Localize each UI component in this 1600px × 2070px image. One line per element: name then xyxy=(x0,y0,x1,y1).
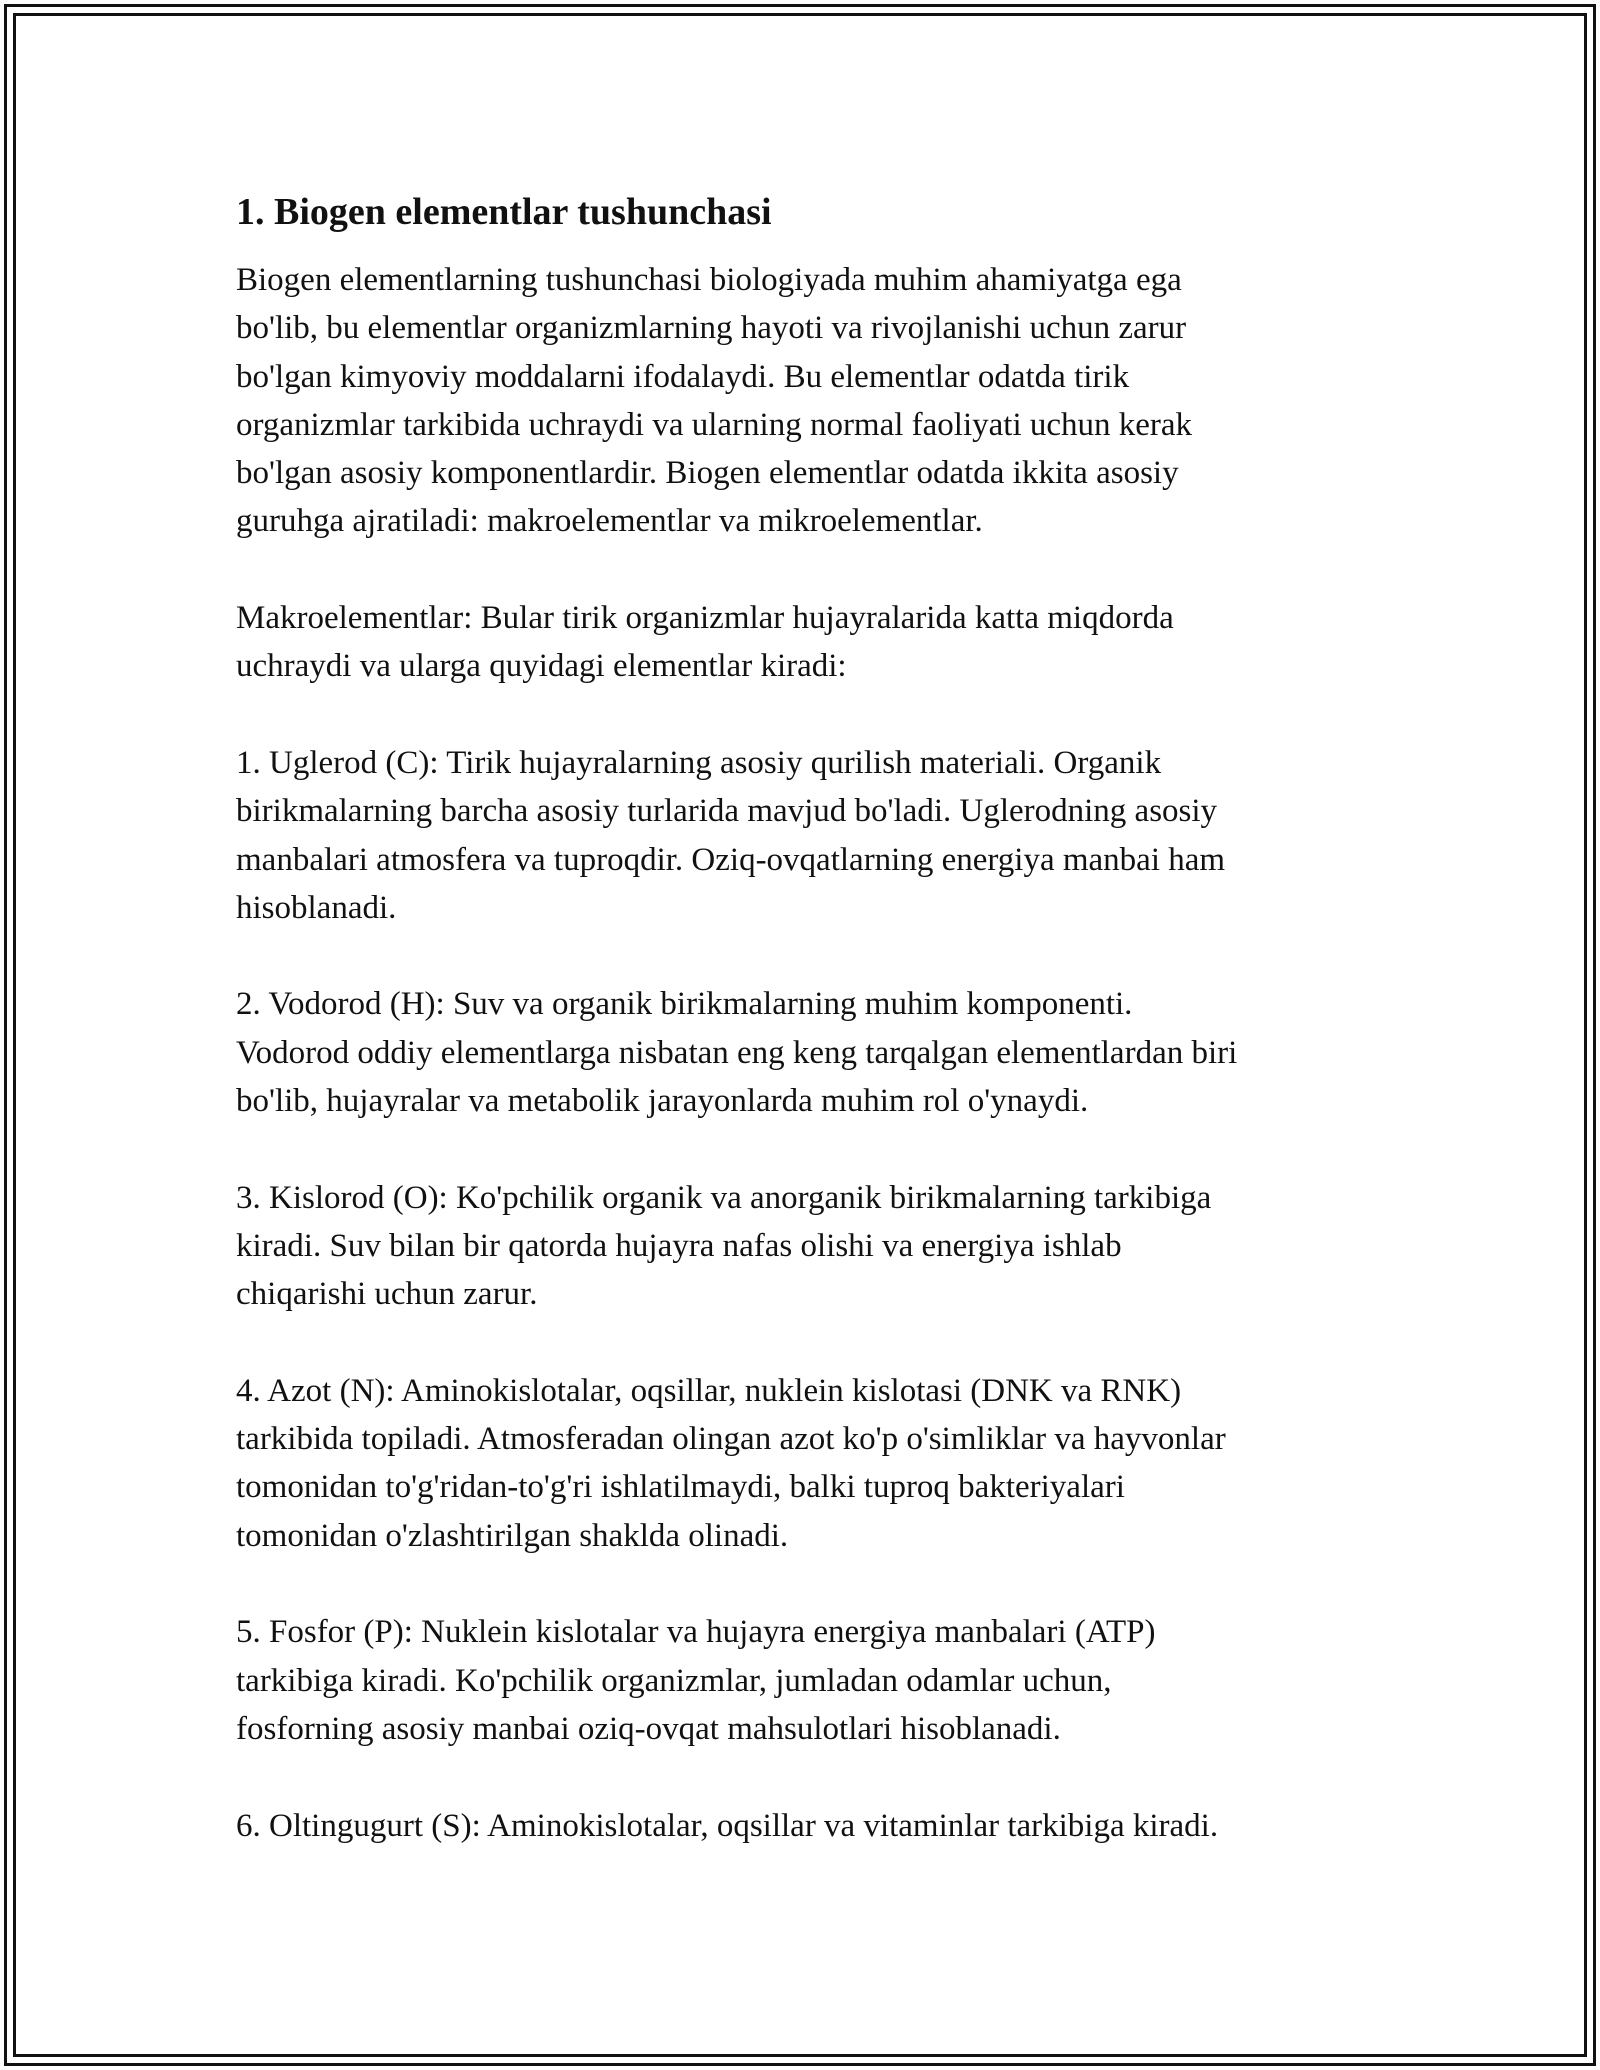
text-line: uchraydi va ularga quyidagi elementlar kiradi: xyxy=(236,648,847,685)
text-line: 5. Fosfor (P): Nuklein kislotalar va hujayra energiya manbalari (ATP) xyxy=(236,1614,1156,1651)
text-line: fosforning asosiy manbai oziq-ovqat mahsulotlari hisoblanadi. xyxy=(236,1710,1061,1747)
paragraph xyxy=(236,1174,1376,1319)
text-line: Biogen elementlarning tushunchasi biologiyada muhim ahamiyatga ega xyxy=(236,262,1182,298)
text-line: bo'lgan asosiy komponentlardir. Biogen elementlar odatda ikkita asosiy xyxy=(236,455,1179,492)
text-line: 4. Azot (N): Aminokislotalar, oqsillar, nuklein kislotasi (DNK va RNK) xyxy=(236,1372,1182,1409)
text-line: Vodorod oddiy elementlarga nisbatan eng keng tarqalgan elementlardan biri xyxy=(236,1034,1238,1071)
text-line: organizmlar tarkibida uchraydi va ularning normal faoliyati uchun kerak xyxy=(236,406,1193,443)
text-line: 6. Oltingugurt (S): Aminokislotalar, oqsillar va vitaminlar tarkibiga kiradi. xyxy=(236,1807,1219,1844)
document-body xyxy=(236,186,1376,1850)
paragraph xyxy=(236,739,1376,932)
paragraph xyxy=(236,594,1376,691)
text-line: hisoblanadi. xyxy=(236,889,397,926)
paragraph xyxy=(236,1367,1376,1560)
text-line: tarkibida topiladi. Atmosferadan olingan azot ko'p o'simliklar va hayvonlar xyxy=(236,1421,1226,1458)
text-line: 1. Uglerod (C): Tirik hujayralarning asosiy qurilish materiali. Organik xyxy=(236,744,1162,781)
text-line: birikmalarning barcha asosiy turlarida mavjud bo'ladi. Uglerodning asosiy xyxy=(236,793,1218,830)
text-line: kiradi. Suv bilan bir qatorda hujayra nafas olishi va energiya ishlab xyxy=(236,1227,1122,1264)
paragraph xyxy=(236,256,1376,546)
text-line: bo'lgan kimyoviy moddalarni ifodalaydi. Bu elementlar odatda tirik xyxy=(236,358,1130,395)
text-line: 2. Vodorod (H): Suv va organik birikmalarning muhim komponenti. xyxy=(236,986,1133,1023)
text-line: chiqarishi uchun zarur. xyxy=(236,1276,538,1313)
text-line: bo'lib, bu elementlar organizmlarning hayoti va rivojlanishi uchun zarur xyxy=(236,310,1187,347)
text-line: tomonidan to'g'ridan-to'g'ri ishlatilmaydi, balki tuproq bakteriyalari xyxy=(236,1469,1125,1506)
text-line: Makroelementlar: Bular tirik organizmlar hujayralarida katta miqdorda xyxy=(236,600,1174,637)
text-line: bo'lib, hujayralar va metabolik jarayonlarda muhim rol o'ynaydi. xyxy=(236,1083,1089,1120)
text-line: guruhga ajratiladi: makroelementlar va mikroelementlar. xyxy=(236,503,983,540)
paragraph xyxy=(236,1802,1376,1850)
text-line: 3. Kislorod (O): Ko'pchilik organik va anorganik birikmalarning tarkibiga xyxy=(236,1179,1212,1216)
paragraph xyxy=(236,1608,1376,1753)
text-line: manbalari atmosfera va tuproqdir. Oziq-ovqatlarning energiya manbai ham xyxy=(236,841,1226,878)
paragraph-list xyxy=(236,256,1376,1850)
text-line: tomonidan o'zlashtirilgan shaklda olinadi. xyxy=(236,1517,789,1554)
paragraph xyxy=(236,980,1376,1125)
section-heading: 1. Biogen elementlar tushunchasi xyxy=(236,191,772,233)
text-line: tarkibiga kiradi. Ko'pchilik organizmlar, jumladan odamlar uchun, xyxy=(236,1662,1112,1699)
